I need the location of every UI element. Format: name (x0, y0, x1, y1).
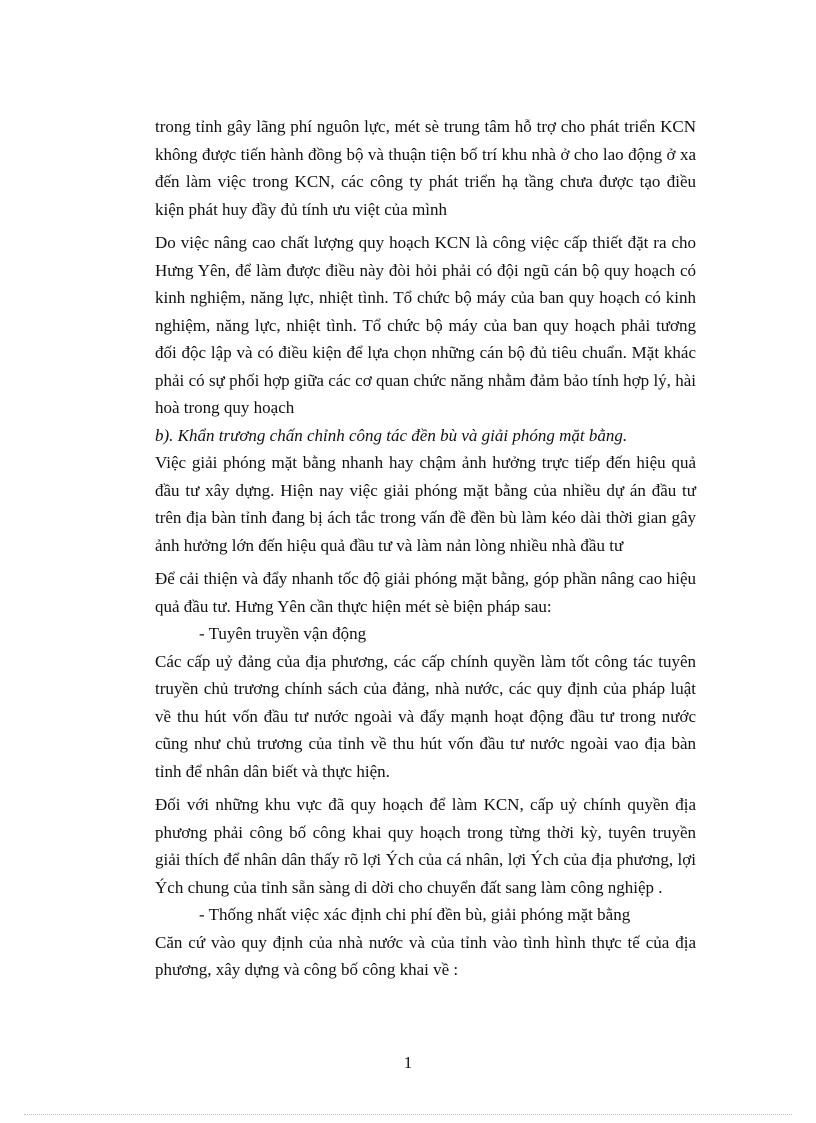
page-number: 1 (403, 1053, 413, 1072)
footer-divider (24, 1114, 792, 1115)
paragraph-1: trong tỉnh gây lãng phí nguôn lực, mét sè trung tâm hỗ trợ cho phát triển KCN không được tiến hành đồng bộ và thuận tiện bố trí khu nhà ở cho lao động ở xa đến làm việc trong KCN, các công ty phát triển hạ tầng chưa được tạo điều kiện phát huy đầy đủ tính ưu việt của mình (155, 117, 696, 219)
section-heading-b: b). Khẩn trương chấn chỉnh công tác đền bù và giải phóng mặt bằng. (155, 425, 628, 445)
paragraph-7: Căn cứ vào quy định của nhà nước và của tỉnh vào tình hình thực tế của địa phương, xây dựng và công bố công khai về : (155, 932, 696, 979)
paragraph-3: Việc giải phóng mặt bằng nhanh hay chậm ảnh hưởng trực tiếp đến hiệu quả đầu tư xây dựng. Hiện nay việc giải phóng mặt bằng của nhiều dự án đầu tư trên địa bàn tỉnh đang bị ách tắc trong vấn đề đền bù làm kéo dài thời gian gây ảnh hưởng lớn đến hiệu quả đầu tư và làm nản lòng nhiều nhà đầu tư (155, 453, 696, 555)
paragraph-6: Đối với những khu vực đã quy hoạch để làm KCN, cấp uỷ chính quyền địa phương phải công bố công khai quy hoạch trong từng thời kỳ, tuyên truyền giải thích để nhân dân thấy rõ lợi Ých của cá nhân, lợi Ých của địa phương, lợi Ých chung của tỉnh sẵn sàng di dời cho chuyển đất sang làm công nghiệp . (155, 795, 696, 897)
paragraph-5: Các cấp uỷ đảng của địa phương, các cấp chính quyền làm tốt công tác tuyên truyền chủ trương chính sách của đảng, nhà nước, các quy định của pháp luật về thu hút vốn đầu tư nước ngoài và đẩy mạnh hoạt động đầu tư trong nước cũng như chủ trương của tỉnh về thu hút vốn đầu tư nước ngoài vao địa bàn tỉnh để nhân dân biết và thực hiện. (155, 651, 696, 781)
paragraph-4: Để cải thiện và đẩy nhanh tốc độ giải phóng mặt bằng, góp phần nâng cao hiệu quả đầu tư. Hưng Yên cần thực hiện mét sè biện pháp sau: (155, 569, 696, 616)
paragraph-2: Do việc nâng cao chất lượng quy hoạch KCN là công việc cấp thiết đặt ra cho Hưng Yên, để làm được điều này đòi hỏi phải có đội ngũ cán bộ quy hoạch có kinh nghiệm, năng lực, nhiệt tình. Tổ chức bộ máy của ban quy hoạch có kinh nghiệm, năng lực, nhiệt tình. Tổ chức bộ máy của ban quy hoạch phải tương đối độc lập và có điều kiện để lựa chọn những cán bộ đủ tiêu chuẩn. Mặt khác phải có sự phối hợp giữa các cơ quan chức năng nhằm đảm bảo tính hợp lý, hài hoà trong quy hoạch (155, 233, 696, 417)
document-page (155, 113, 696, 984)
bullet-tuyen-truyen: - Tuyên truyền vận động (199, 624, 367, 643)
bullet-thong-nhat: - Thống nhất việc xác định chi phí đền bù, giải phóng mặt bằng (199, 905, 631, 924)
